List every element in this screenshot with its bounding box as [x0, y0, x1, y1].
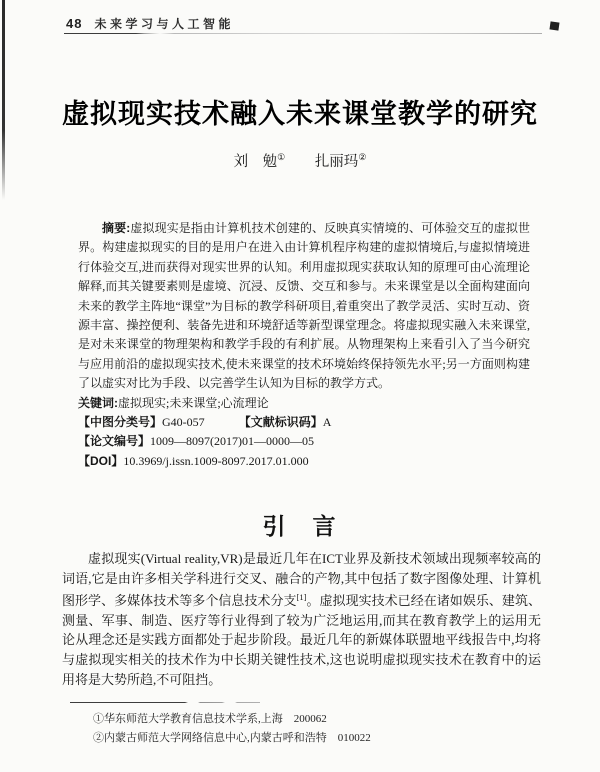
author-1-name: 刘 勉 — [233, 154, 278, 170]
page-number: 48 — [66, 16, 83, 31]
scan-speck-artifact — [549, 21, 559, 30]
article-number-line — [78, 432, 530, 451]
running-head — [66, 15, 234, 33]
clc-label: 【中图分类号】 — [78, 415, 163, 430]
footnote-affiliation-1: ①华东师范大学教育信息技术学系,上海 200062 — [93, 713, 327, 725]
keywords-label: 关键词: — [78, 395, 118, 410]
doi-value: 10.3969/j.issn.1009-8097.2017.01.000 — [123, 453, 309, 468]
author-2-name: 扎丽玛 — [314, 154, 359, 170]
author-2-affiliation-mark: ② — [358, 152, 367, 162]
clc-value: G40-057 — [162, 415, 205, 430]
keywords-line — [78, 394, 530, 413]
introduction-text-2: 。虚拟现实技术已经在诸如娱乐、建筑、测量、军事、制造、医疗等行业得到了较为广泛地运用,而其在教育教学上的运用无论从理念还是实践方面都处于起步阶段。最近几年的新媒体联盟地平线报告中,均将与虚拟现实相关的技术作为中长期关键性技术,这也说明虚拟现实技术在教育中的运用将是大势所趋,不可阻挡。 — [62, 593, 541, 687]
section-heading-introduction: 引 言 — [262, 513, 338, 539]
footnote-separator-rule — [70, 702, 260, 703]
journal-title: 未来学习与人工智能 — [94, 17, 234, 31]
article-number-label: 【论文编号】 — [78, 434, 151, 449]
author-1 — [234, 154, 286, 170]
doc-code-value: A — [322, 415, 332, 430]
introduction-text-1: 虚拟现实(Virtual reality,VR)是最近几年在ICT业界及新技术领域出现频率较高的词语,它是由许多相关学科进行交叉、融合的产物,其中包括了数字图像处理、计算机图形学、多媒体技术等多个信息技术分支 — [62, 551, 541, 609]
abstract-label: 摘要: — [102, 221, 131, 235]
footnotes-block — [93, 710, 533, 748]
abstract-text: 虚拟现实是指由计算机技术创建的、反映真实情境的、可体验交互的虚拟世界。构建虚拟现实的目的是用户在进入由计算机程序构建的虚拟情境后,与虚拟情境进行体验交互,进而获得对现实世界的认知。利用虚拟现实获取认知的原理可由心流理论解释,而其关键要素则是虚境、沉浸、反馈、交互和参与。未来课堂是以全面构建面向未来的教学主阵地“课堂”为目标的教学科研项目,着重突出了教学灵活、实时互动、资源丰富、操控便利、装备先进和环境舒适等新型课堂理念。将虚拟现实融入未来课堂,是对未来课堂的物理架构和教学手段的有利扩展。从物理架构上来看引入了当今研究与应用前沿的虚拟现实技术,使未来课堂的技术环境始终保持领先水平;另一方面则构建了以虚实对比为手段、以完善学生认知为目标的教学方式。 — [78, 221, 530, 391]
footnote-affiliation-2: ②内蒙古师范大学网络信息中心,内蒙古呼和浩特 010022 — [93, 732, 371, 744]
doi-label: 【DOI】 — [78, 453, 124, 468]
citation-reference-1: [1] — [296, 592, 307, 603]
article-number-value: 1009—8097(2017)01—0000—05 — [150, 434, 315, 449]
introduction-paragraph — [62, 549, 541, 689]
abstract-paragraph — [78, 219, 530, 394]
classification-line — [78, 413, 530, 432]
article-title: 虚拟现实技术融入未来课堂教学的研究 — [62, 99, 538, 129]
keywords-text: 虚拟现实;未来课堂;心流理论 — [118, 395, 269, 410]
doc-code-label: 【文献标识码】 — [238, 415, 323, 430]
author-1-affiliation-mark: ① — [277, 152, 286, 162]
author-line — [0, 150, 600, 171]
doi-line — [78, 452, 530, 471]
front-matter — [78, 219, 530, 471]
author-2 — [315, 154, 367, 170]
header-rule — [64, 33, 542, 35]
